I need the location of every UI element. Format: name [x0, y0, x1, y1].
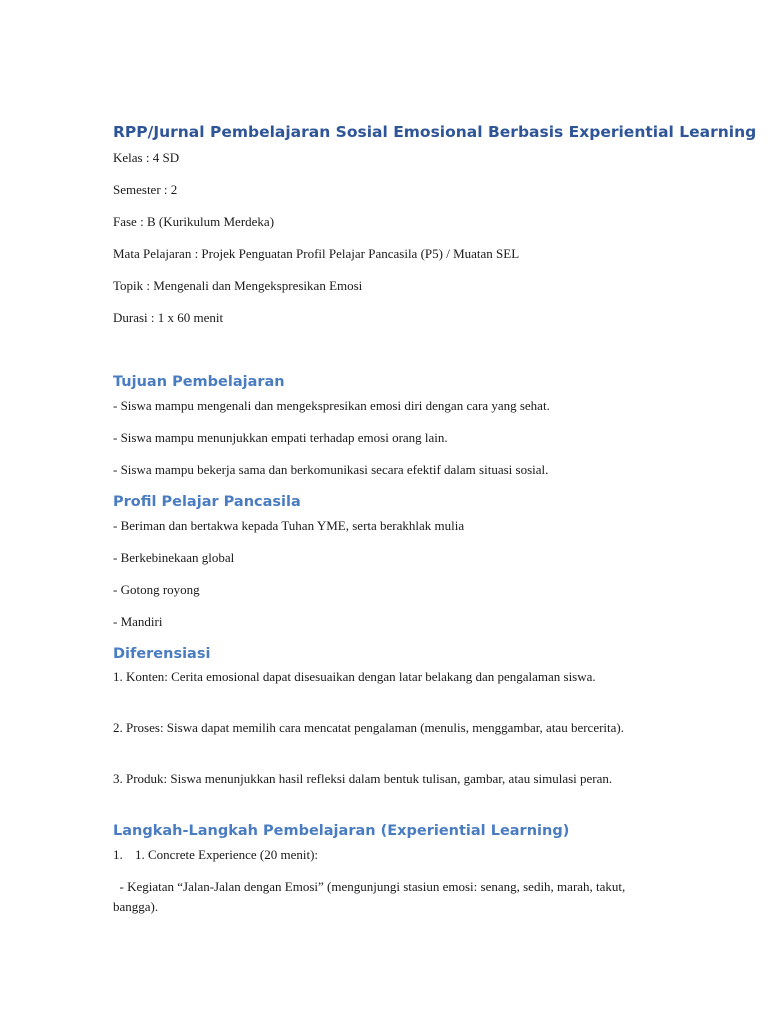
diferensiasi-item-2: 2. Proses: Siswa dapat memilih cara mencatat pengalaman (menulis, menggambar, atau bercerita). [113, 720, 624, 735]
info-mata-pelajaran: Mata Pelajaran : Projek Penguatan Profil Pelajar Pancasila (P5) / Muatan SEL [113, 246, 520, 261]
profil-item-4: - Mandiri [113, 614, 163, 629]
info-topik: Topik : Mengenali dan Mengekspresikan Emosi [113, 278, 363, 293]
document-title: RPP/Jurnal Pembelajaran Sosial Emosional Berbasis Experiential Learning [113, 123, 757, 141]
step-title: 1. Concrete Experience (20 menit): [135, 847, 319, 862]
diferensiasi-item-1: 1. Konten: Cerita emosional dapat disesuaikan dengan latar belakang dan pengalaman siswa. [113, 669, 596, 684]
info-durasi: Durasi : 1 x 60 menit [113, 310, 224, 325]
heading-profil: Profil Pelajar Pancasila [113, 494, 301, 510]
info-semester: Semester : 2 [113, 182, 178, 197]
langkah-list-item [113, 845, 653, 865]
profil-item-3: - Gotong royong [113, 582, 200, 597]
tujuan-item-3: - Siswa mampu bekerja sama dan berkomunikasi secara efektif dalam situasi sosial. [113, 462, 549, 477]
profil-item-2: - Berkebinekaan global [113, 550, 235, 565]
list-number: 1. [113, 847, 123, 862]
info-kelas: Kelas : 4 SD [113, 150, 180, 165]
diferensiasi-item-3: 3. Produk: Siswa menunjukkan hasil refleksi dalam bentuk tulisan, gambar, atau simulasi peran. [113, 771, 613, 786]
heading-tujuan: Tujuan Pembelajaran [113, 374, 285, 390]
tujuan-item-1: - Siswa mampu mengenali dan mengekspresikan emosi diri dengan cara yang sehat. [113, 398, 550, 413]
info-fase: Fase : B (Kurikulum Merdeka) [113, 214, 275, 229]
tujuan-item-2: - Siswa mampu menunjukkan empati terhadap emosi orang lain. [113, 430, 448, 445]
heading-diferensiasi: Diferensiasi [113, 646, 211, 662]
heading-langkah: Langkah-Langkah Pembelajaran (Experiential Learning) [113, 823, 570, 839]
step-detail: - Kegiatan “Jalan-Jalan dengan Emosi” (mengunjungi stasiun emosi: senang, sedih, marah, takut, bangga). [113, 879, 629, 914]
profil-item-1: - Beriman dan bertakwa kepada Tuhan YME, serta berakhlak mulia [113, 518, 465, 533]
